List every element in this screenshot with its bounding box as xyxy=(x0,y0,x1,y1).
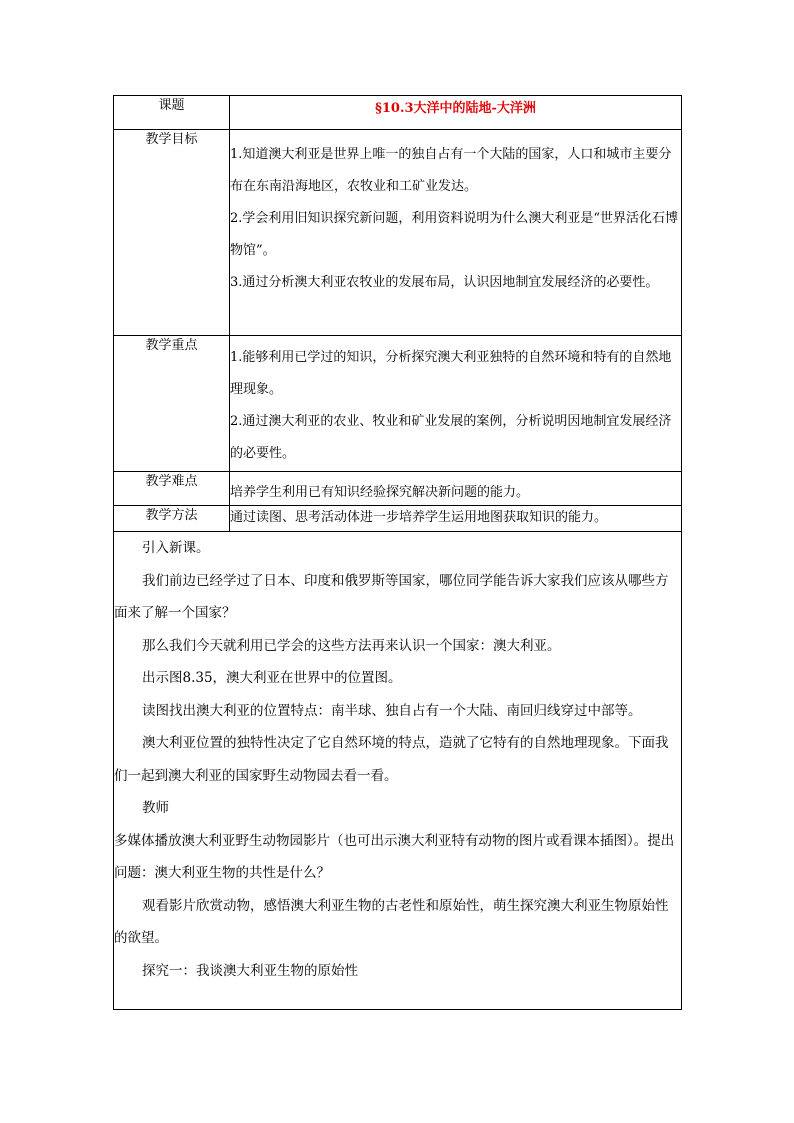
row-body xyxy=(114,532,682,1010)
difficult-points-content: 培养学生利用已有知识经验探究解决新问题的能力。 xyxy=(230,472,682,506)
goal-item: 2.学会利用旧知识探究新问题，利用资料说明为什么澳大利亚是“世界活化石博物馆”。 xyxy=(230,211,679,258)
row-key-points xyxy=(114,336,682,472)
lesson-plan-document xyxy=(113,95,682,1010)
body-paragraph: 引入新课。 xyxy=(142,540,210,556)
label-key-points: 教学重点 xyxy=(114,336,230,472)
lesson-plan-table xyxy=(113,95,682,1010)
body-paragraph: 澳大利亚位置的独特性决定了它自然环境的特点，造就了它特有的自然地理现象。下面我们一起到澳大利亚的国家野生动物园去看一看。 xyxy=(114,735,669,784)
label-goals: 教学目标 xyxy=(114,130,230,336)
goal-item: 3.通过分析澳大利亚农牧业的发展布局，认识因地制宜发展经济的必要性。 xyxy=(230,275,659,290)
lesson-title: §10.3大洋中的陆地-大洋洲 xyxy=(230,96,682,130)
key-points-content xyxy=(230,336,682,472)
row-goals xyxy=(114,130,682,336)
goal-item: 1.知道澳大利亚是世界上唯一的独自占有一个大陆的国家，人口和城市主要分布在东南沿海地区，农牧业和工矿业发达。 xyxy=(230,147,672,194)
label-method: 教学方法 xyxy=(114,506,230,532)
label-topic: 课题 xyxy=(114,96,230,130)
row-difficult-points xyxy=(114,472,682,506)
body-paragraph: 探究一：我谈澳大利亚生物的原始性 xyxy=(142,962,358,979)
goals-content xyxy=(230,130,682,336)
row-title xyxy=(114,96,682,130)
method-content: 通过读图、思考活动体进一步培养学生运用地图获取知识的能力。 xyxy=(230,506,682,532)
body-paragraph: 我们前边已经学过了日本、印度和俄罗斯等国家，哪位同学能告诉大家我们应该从哪些方面来了解一个国家？ xyxy=(114,572,669,621)
lesson-body xyxy=(114,532,682,1010)
body-paragraph: 教师 xyxy=(142,800,169,816)
row-method xyxy=(114,506,682,532)
body-paragraph: 多媒体播放澳大利亚野生动物园影片（也可出示澳大利亚特有动物的图片或看课本插图）。提出问题：澳大利亚生物的共性是什么？ xyxy=(114,832,675,881)
body-paragraph: 读图找出澳大利亚的位置特点：南半球、独自占有一个大陆、南回归线穿过中部等。 xyxy=(142,702,642,719)
body-paragraph: 观看影片欣赏动物，感悟澳大利亚生物的古老性和原始性，萌生探究澳大利亚生物原始性的欲望。 xyxy=(114,897,669,946)
label-difficult-points: 教学难点 xyxy=(114,472,230,506)
body-paragraph: 出示图8.35，澳大利亚在世界中的位置图。 xyxy=(142,670,402,686)
key-point-item: 1.能够利用已学过的知识，分析探究澳大利亚独特的自然环境和特有的自然地理现象。 xyxy=(230,350,672,397)
key-point-item: 2.通过澳大利亚的农业、牧业和矿业发展的案例，分析说明因地制宜发展经济的必要性。 xyxy=(230,414,672,461)
body-paragraph: 那么我们今天就利用已学会的这些方法再来认识一个国家：澳大利亚。 xyxy=(142,637,561,654)
